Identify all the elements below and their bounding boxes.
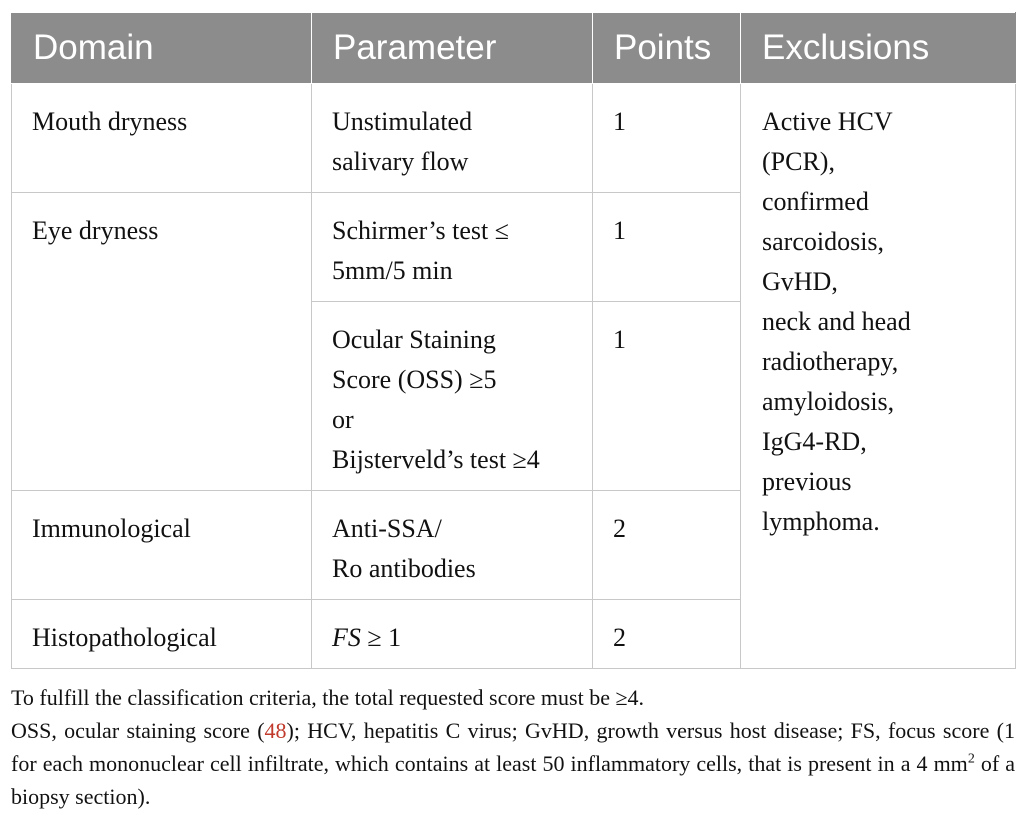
parameter-line: Bijsterveld’s test ≥4 bbox=[332, 445, 540, 474]
points-cell: 1 bbox=[593, 302, 741, 491]
header-domain: Domain bbox=[12, 13, 312, 84]
exclusion-line: confirmed bbox=[762, 187, 869, 216]
footnote-text: of a biopsy section). bbox=[11, 751, 1016, 809]
exclusion-line: previous bbox=[762, 467, 852, 496]
footnote-text: ); HCV, hepatitis C virus; GvHD, growth versus host disease; FS, focus score (1 for each mononuclear cell infiltrate, which contains at least 50 inflammatory cells, that is present in a 4 mm bbox=[11, 718, 1015, 776]
domain-cell: Histopathological bbox=[12, 600, 312, 669]
parameter-line: or bbox=[332, 405, 354, 434]
exclusion-line: GvHD, bbox=[762, 267, 838, 296]
parameter-line: Anti-SSA/ bbox=[332, 514, 442, 543]
fs-symbol: FS bbox=[332, 623, 361, 652]
exclusion-line: radiotherapy, bbox=[762, 347, 899, 376]
domain-cell: Eye dryness bbox=[12, 193, 312, 491]
domain-cell: Immunological bbox=[12, 491, 312, 600]
parameter-cell bbox=[312, 600, 593, 669]
superscript: 2 bbox=[967, 751, 975, 767]
footnote-criteria: To fulfill the classification criteria, the total requested score must be ≥4. bbox=[11, 685, 645, 710]
exclusion-line: (PCR), bbox=[762, 147, 835, 176]
reference-link[interactable]: 48 bbox=[264, 718, 287, 743]
header-exclusions: Exclusions bbox=[741, 13, 1016, 84]
footnote-text: OSS, ocular staining score ( bbox=[11, 718, 265, 743]
parameter-line: Ro antibodies bbox=[332, 554, 476, 583]
fs-threshold: ≥ 1 bbox=[360, 623, 402, 652]
table-header-row bbox=[12, 13, 1016, 84]
table-footnotes bbox=[11, 681, 1015, 813]
footnote-abbreviations bbox=[11, 714, 1015, 813]
parameter-line: 5mm/5 min bbox=[332, 256, 453, 285]
points-cell: 1 bbox=[593, 84, 741, 193]
exclusion-line: IgG4-RD, bbox=[762, 427, 867, 456]
header-points: Points bbox=[593, 13, 741, 84]
exclusion-line: amyloidosis, bbox=[762, 387, 895, 416]
parameter-line: Unstimulated bbox=[332, 107, 473, 136]
exclusion-line: neck and head bbox=[762, 307, 911, 336]
exclusion-line: sarcoidosis, bbox=[762, 227, 885, 256]
exclusion-line: Active HCV bbox=[762, 107, 893, 136]
parameter-line: Score (OSS) ≥5 bbox=[332, 365, 497, 394]
parameter-cell bbox=[312, 302, 593, 491]
parameter-line: Ocular Staining bbox=[332, 325, 496, 354]
points-cell: 2 bbox=[593, 491, 741, 600]
parameter-line: salivary flow bbox=[332, 147, 469, 176]
exclusion-line: lymphoma. bbox=[762, 507, 880, 536]
header-parameter: Parameter bbox=[312, 13, 593, 84]
points-cell: 2 bbox=[593, 600, 741, 669]
exclusions-cell bbox=[741, 84, 1016, 669]
domain-cell: Mouth dryness bbox=[12, 84, 312, 193]
table-row bbox=[12, 84, 1016, 193]
parameter-cell bbox=[312, 193, 593, 302]
parameter-cell bbox=[312, 491, 593, 600]
criteria-table bbox=[11, 12, 1016, 669]
parameter-cell bbox=[312, 84, 593, 193]
points-cell: 1 bbox=[593, 193, 741, 302]
parameter-line: Schirmer’s test ≤ bbox=[332, 216, 509, 245]
